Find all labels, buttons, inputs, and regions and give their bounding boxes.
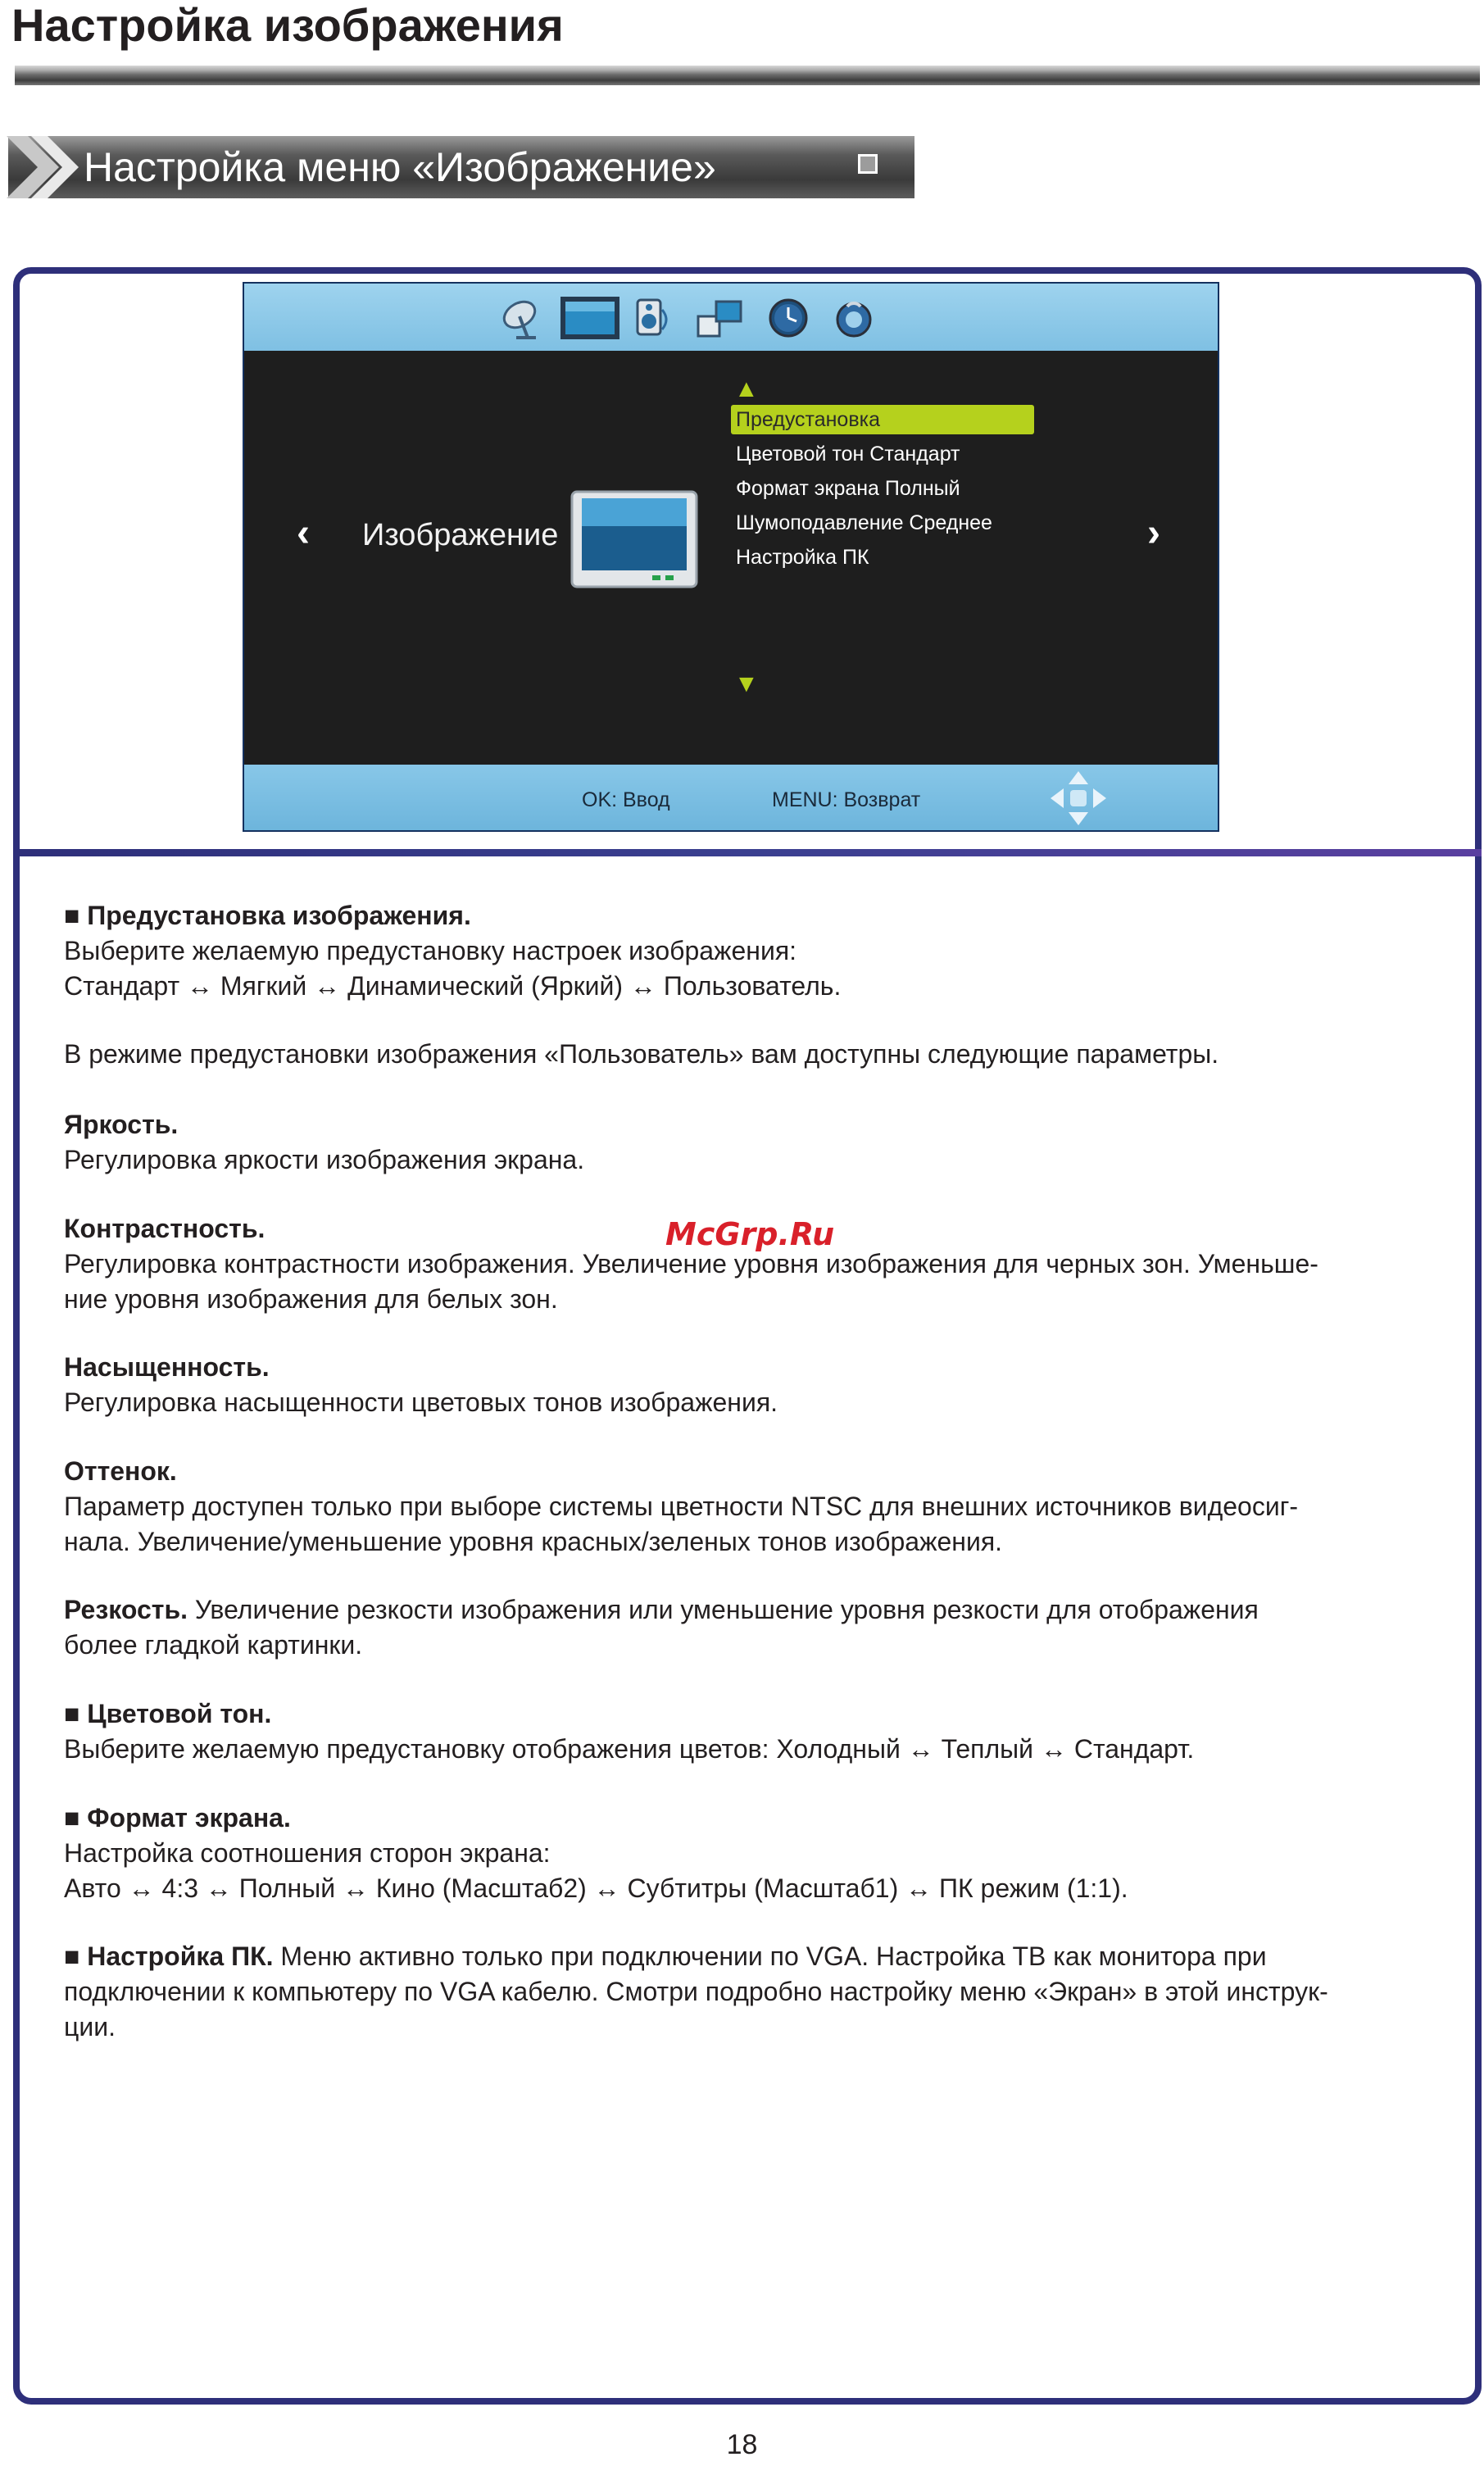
page-number: 18 — [726, 2429, 758, 2460]
picture-icon — [559, 295, 621, 341]
brightness-section — [64, 1107, 1441, 1178]
satellite-dish-icon — [497, 295, 546, 341]
pc-setup-line1: Меню активно только при подключении по VGA. Настройка ТВ как монитора при — [273, 1941, 1267, 1971]
page-title: Настройка изображения — [11, 0, 564, 51]
user-mode-note — [64, 1037, 1441, 1072]
sound-icon — [626, 295, 675, 341]
menu-category-label: Изображение — [362, 518, 559, 552]
watermark: McGrp.Ru — [665, 1216, 835, 1252]
ok-enter-hint: OK: Ввод — [582, 788, 670, 811]
title-divider — [15, 66, 1480, 85]
section-title: Настройка меню «Изображение» — [84, 144, 716, 190]
preset-line2: Стандарт ↔ Мягкий ↔ Динамический (Яркий) ↔ Пользователь. — [64, 971, 842, 1001]
aspect-heading: ■ Формат экрана. — [64, 1803, 291, 1832]
hue-line1: Параметр доступен только при выборе системы цветности NTSC для внешних источников видеосиг- — [64, 1492, 1299, 1521]
aspect-line1: Настройка соотношения сторон экрана: — [64, 1838, 551, 1868]
clock-icon — [764, 295, 813, 341]
user-mode-note-text: В режиме предустановки изображения «Пользователь» вам доступны следующие параметры. — [64, 1039, 1219, 1069]
time-icon — [695, 295, 744, 341]
lock-icon — [829, 295, 878, 341]
right-arrow-icon[interactable]: › — [1147, 511, 1160, 555]
pc-setup-section — [64, 1939, 1441, 2045]
aspect-section — [64, 1801, 1441, 1906]
sharpness-heading: Резкость. — [64, 1595, 188, 1624]
brightness-heading: Яркость. — [64, 1110, 179, 1139]
hue-line2: нала. Увеличение/уменьшение уровня красных/зеленых тонов изображения. — [64, 1527, 1003, 1556]
tv-menu-footer — [244, 765, 1218, 830]
aspect-line2: Авто ↔ 4:3 ↔ Полный ↔ Кино (Масштаб2) ↔ Субтитры (Масштаб1) ↔ ПК режим (1:1). — [64, 1873, 1128, 1903]
scroll-up-arrow-icon[interactable]: ▲ — [734, 375, 759, 402]
saturation-section — [64, 1350, 1441, 1420]
saturation-text: Регулировка насыщенности цветовых тонов изображения. — [64, 1387, 778, 1417]
chevron-right-icon — [7, 136, 80, 198]
directional-pad-icon — [1049, 770, 1108, 827]
color-tone-heading: ■ Цветовой тон. — [64, 1699, 272, 1728]
pc-setup-heading: ■ Настройка ПК. — [64, 1941, 274, 1971]
color-tone-section — [64, 1696, 1441, 1767]
sharpness-section — [64, 1592, 1441, 1663]
color-tone-text: Выберите желаемую предустановку отображения цветов: Холодный ↔ Теплый ↔ Стандарт. — [64, 1734, 1195, 1764]
contrast-line2: ние уровня изображения для белых зон. — [64, 1284, 558, 1314]
tv-set-icon — [570, 490, 698, 592]
section-banner — [8, 136, 914, 198]
contrast-line1: Регулировка контрастности изображения. Увеличение уровня изображения для черных зон. Уменьше- — [64, 1249, 1318, 1278]
menu-option-aspect-ratio[interactable]: Формат экрана Полный — [736, 477, 960, 500]
menu-option-color-tone[interactable]: Цветовой тон Стандарт — [736, 443, 960, 465]
saturation-heading: Насыщенность. — [64, 1352, 270, 1382]
brightness-text: Регулировка яркости изображения экрана. — [64, 1145, 585, 1174]
menu-option-pc-setup[interactable]: Настройка ПК — [736, 546, 869, 569]
tv-menu-screenshot — [243, 282, 1219, 832]
hue-heading: Оттенок. — [64, 1456, 177, 1486]
preset-heading: ■ Предустановка изображения. — [64, 901, 471, 930]
tv-menu-icon-bar — [244, 284, 1218, 351]
pc-setup-line3: ции. — [64, 2012, 116, 2041]
sharpness-line1: Увеличение резкости изображения или уменьшение уровня резкости для отображения — [188, 1595, 1259, 1624]
menu-option-preset[interactable]: Предустановка — [731, 405, 1034, 434]
left-arrow-icon[interactable]: ‹ — [297, 511, 310, 555]
menu-option-noise-reduction[interactable]: Шумоподавление Среднее — [736, 511, 992, 534]
preset-line1: Выберите желаемую предустановку настроек изображения: — [64, 936, 797, 965]
hue-section — [64, 1454, 1441, 1560]
square-icon — [858, 154, 878, 174]
sharpness-line2: более гладкой картинки. — [64, 1630, 363, 1660]
preset-section — [64, 898, 1441, 1004]
scroll-down-arrow-icon[interactable]: ▼ — [734, 670, 759, 697]
frame-divider — [20, 849, 1482, 856]
pc-setup-line2: подключении к компьютеру по VGA кабелю. Смотри подробно настройку меню «Экран» в этой инструк- — [64, 1977, 1328, 2006]
menu-back-hint: MENU: Возврат — [772, 788, 921, 811]
contrast-heading: Контрастность. — [64, 1214, 265, 1243]
